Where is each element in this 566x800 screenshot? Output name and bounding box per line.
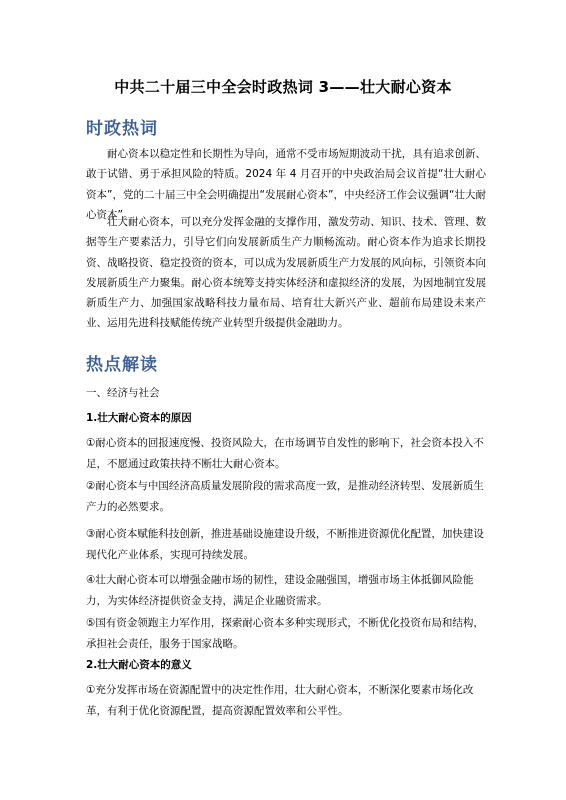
list-item: ④壮大耐心资本可以增强金融市场的韧性，建设金融强国，增强市场主体抵御风险能力，为实体经济提供资金支持，满足企业融资需求。 <box>86 574 474 607</box>
subsection-heading: 一、经济与社会 <box>86 387 160 399</box>
list-item: ①耐心资本的回报速度慢、投资风险大，在市场调节自发性的影响下，社会资本投入不足，不愿通过政策扶持不断壮大耐心资本。 <box>86 437 484 470</box>
paragraph: 壮大耐心资本，可以充分发挥金融的支撑作用，激发劳动、知识、技术、管理、数据等生产要素活力，引导它们向发展新质生产力顺畅流动。耐心资本作为追求长期投资、战略投资、稳定投资的资本，可以成为发展新质生产力发展的风向标，引领资本向发展新质生产力聚集。耐心资本统筹支持实体经济和虚拟经济的发展，为因地制宜发展新质生产力、加强国家战略科技力量布局、培育壮大新兴产业、超前布局建设未来产业、运用先进科技赋能传统产业转型升级提供金融助力。 <box>86 216 486 330</box>
paragraph: 耐心资本以稳定性和长期性为导向，通常不受市场短期波动干扰，具有追求创新、敢于试错、勇于承担风险的特质。2024 年 4 月召开的中央政治局会议首提“壮大耐心资本”，党的二十届三中全会明确提出“发展耐心资本”，中央经济工作会议强调“壮大耐心资本”。 <box>86 148 486 221</box>
section-heading-hot-words: 时政热词 <box>86 119 158 139</box>
list-item: ①充分发挥市场在资源配置中的决定性作用，壮大耐心资本，不断深化要素市场化改革，有利于优化资源配置，提高资源配置效率和公平性。 <box>86 684 474 717</box>
document-title: 中共二十届三中全会时政热词 3——壮大耐心资本 <box>114 78 452 96</box>
list-item: ③耐心资本赋能科技创新，推进基础设施建设升级，不断推进资源优化配置，加快建设现代化产业体系，实现可持续发展。 <box>86 528 484 561</box>
list-item: ②耐心资本与中国经济高质量发展阶段的需求高度一致，是推动经济转型、发展新质生产力的必然要求。 <box>86 480 484 513</box>
section-heading-analysis: 热点解读 <box>86 355 158 375</box>
point-heading-significance: 2.壮大耐心资本的意义 <box>86 659 192 671</box>
point-heading-reasons: 1.壮大耐心资本的原因 <box>86 412 192 424</box>
list-item: ⑤国有资金领跑主力军作用，探索耐心资本多种实现形式，不断优化投资布局和结构，承担社会责任，服务于国家战略。 <box>86 617 484 650</box>
